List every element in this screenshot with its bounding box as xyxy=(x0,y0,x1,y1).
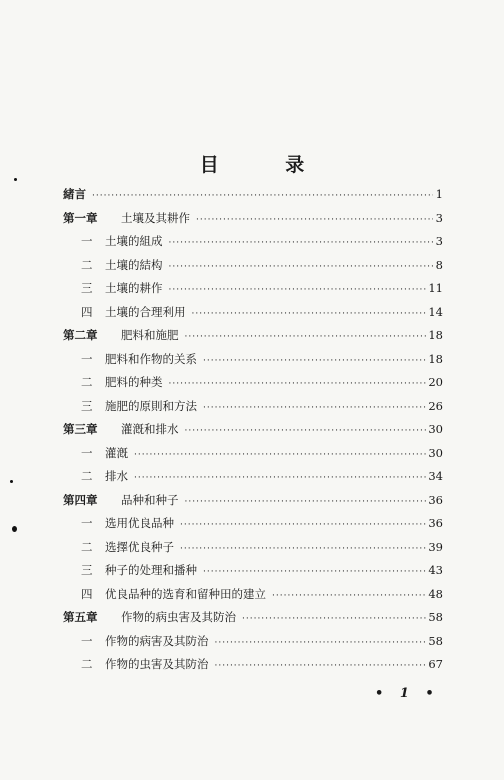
toc-section-row xyxy=(63,586,443,610)
entry-title: 施肥的原則和方法 xyxy=(105,398,197,413)
entry-title: 作物的虫害及其防治 xyxy=(105,657,209,671)
section-number: 二 xyxy=(81,375,93,389)
toc-intro-row xyxy=(63,186,443,210)
toc-section-row xyxy=(63,374,443,398)
entry-title: 肥料和施肥 xyxy=(121,328,179,342)
section-number: 二 xyxy=(81,539,93,554)
toc-section-row xyxy=(63,515,443,539)
chapter-number: 第二章 xyxy=(63,328,98,342)
entry-title: 优良品种的选育和留种田的建立 xyxy=(105,586,266,601)
page-title: 目 录 xyxy=(199,154,335,176)
toc-chapter-row xyxy=(63,421,443,445)
section-number: 一 xyxy=(81,445,93,460)
dot-leader xyxy=(203,356,426,366)
entry-page-number: 14 xyxy=(428,304,443,319)
entry-page-number: 39 xyxy=(428,539,443,554)
entry-page-number: 48 xyxy=(428,586,443,601)
toc-section-row xyxy=(63,280,443,304)
dot-leader xyxy=(215,638,427,648)
dot-leader xyxy=(185,497,427,507)
entry-title: 选擇优良种子 xyxy=(105,539,174,554)
entry-title: 灌漑 xyxy=(105,445,128,460)
entry-page-number: 36 xyxy=(428,492,443,507)
entry-title: 排水 xyxy=(105,469,128,483)
section-number: 一 xyxy=(81,351,93,366)
entry-page-number: 20 xyxy=(428,375,443,389)
entry-page-number: 58 xyxy=(428,610,443,624)
entry-title: 土壤的耕作 xyxy=(105,281,163,295)
section-number: 三 xyxy=(81,281,93,295)
entry-title: 作物的病害及其防治 xyxy=(105,633,209,648)
toc-section-row xyxy=(63,562,443,586)
toc-section-row xyxy=(63,445,443,469)
entry-page-number: 3 xyxy=(435,210,443,225)
entry-page-number: 1 xyxy=(435,187,443,201)
scan-speck xyxy=(10,480,13,483)
section-number: 四 xyxy=(81,586,93,601)
dot-leader xyxy=(242,614,426,624)
toc-section-row xyxy=(63,233,443,257)
section-number: 一 xyxy=(81,516,93,530)
section-number: 二 xyxy=(81,657,93,671)
chapter-number: 第五章 xyxy=(63,610,98,624)
toc-section-row xyxy=(63,633,443,657)
entry-page-number: 34 xyxy=(428,469,443,483)
dot-leader xyxy=(169,238,434,248)
toc-section-row xyxy=(63,351,443,375)
entry-title: 肥料和作物的关系 xyxy=(105,351,197,366)
dot-leader xyxy=(185,332,427,342)
toc-section-row xyxy=(63,539,443,563)
entry-page-number: 3 xyxy=(435,234,443,248)
toc-chapter-row xyxy=(63,327,443,351)
dot-leader xyxy=(185,426,427,436)
entry-page-number: 43 xyxy=(428,563,443,577)
chapter-number: 第一章 xyxy=(63,210,98,225)
dot-leader xyxy=(192,309,427,319)
dot-leader xyxy=(203,403,426,413)
section-number: 二 xyxy=(81,469,93,483)
chapter-number: 第四章 xyxy=(63,492,98,507)
section-number: 四 xyxy=(81,304,93,319)
toc-chapter-row xyxy=(63,210,443,234)
dot-leader xyxy=(180,544,426,554)
toc-chapter-row xyxy=(63,492,443,516)
dot-leader xyxy=(203,567,426,577)
dot-leader xyxy=(215,661,427,671)
toc-section-row xyxy=(63,656,443,680)
entry-title: 作物的病虫害及其防治 xyxy=(121,610,236,624)
toc-section-row xyxy=(63,257,443,281)
table-of-contents xyxy=(63,186,443,680)
entry-page-number: 36 xyxy=(428,516,443,530)
entry-title: 土壤的組成 xyxy=(105,234,163,248)
page-number: • 1 • xyxy=(375,686,440,701)
entry-title: 緒言 xyxy=(63,187,86,201)
entry-page-number: 8 xyxy=(435,257,443,272)
section-number: 三 xyxy=(81,563,93,577)
entry-page-number: 18 xyxy=(428,328,443,342)
entry-title: 土壤及其耕作 xyxy=(121,210,190,225)
dot-leader xyxy=(169,379,427,389)
entry-page-number: 58 xyxy=(428,633,443,648)
entry-title: 土壤的結构 xyxy=(105,257,163,272)
entry-title: 种子的处理和播种 xyxy=(105,563,197,577)
dot-leader xyxy=(92,191,433,201)
toc-chapter-row xyxy=(63,609,443,633)
entry-title: 肥料的种类 xyxy=(105,375,163,389)
entry-page-number: 18 xyxy=(428,351,443,366)
toc-section-row xyxy=(63,468,443,492)
dot-leader xyxy=(169,262,434,272)
entry-page-number: 11 xyxy=(428,281,443,295)
section-number: 一 xyxy=(81,234,93,248)
entry-title: 灌漑和排水 xyxy=(121,422,179,436)
section-number: 一 xyxy=(81,633,93,648)
entry-page-number: 30 xyxy=(428,445,443,460)
entry-title: 选用优良品种 xyxy=(105,516,174,530)
section-number: 三 xyxy=(81,398,93,413)
entry-page-number: 30 xyxy=(428,422,443,436)
toc-section-row xyxy=(63,398,443,422)
dot-leader xyxy=(180,520,426,530)
dot-leader xyxy=(196,215,433,225)
section-number: 二 xyxy=(81,257,93,272)
entry-title: 土壤的合理利用 xyxy=(105,304,186,319)
dot-leader xyxy=(134,473,426,483)
scan-speck xyxy=(14,178,17,181)
toc-section-row xyxy=(63,304,443,328)
entry-page-number: 67 xyxy=(428,657,443,671)
dot-leader xyxy=(134,450,426,460)
dot-leader xyxy=(169,285,427,295)
entry-title: 品种和种子 xyxy=(121,492,179,507)
scan-speck xyxy=(12,526,17,532)
entry-page-number: 26 xyxy=(428,398,443,413)
dot-leader xyxy=(272,591,426,601)
chapter-number: 第三章 xyxy=(63,422,98,436)
